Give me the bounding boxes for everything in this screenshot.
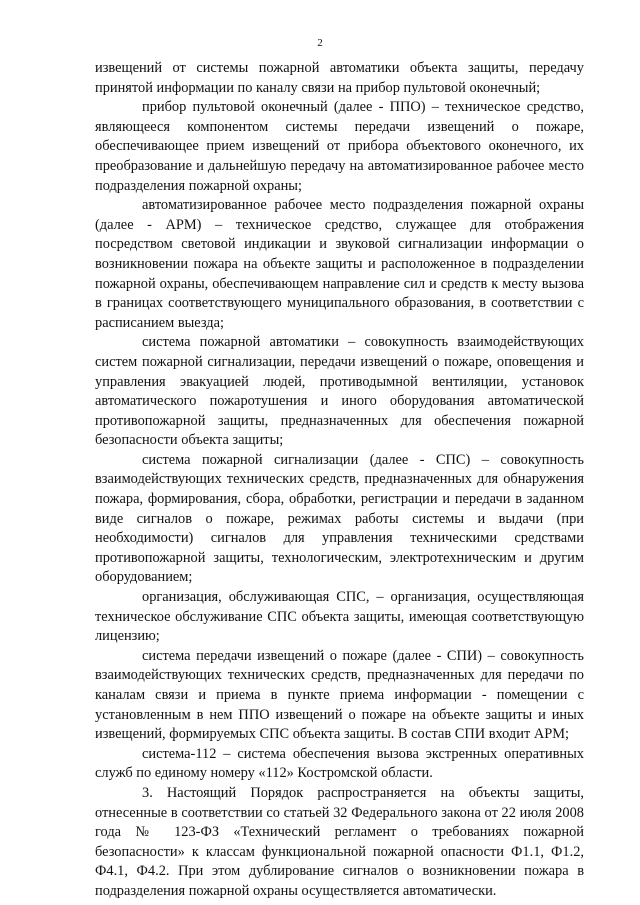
paragraph-fire-automation-definition: система пожарной автоматики – совокупность взаимодействующих систем пожарной сигнализации, передачи извещений о пожаре, оповещения и управления эвакуацией людей, противодымной вентиляции, установок автоматического пожаротушения и иного оборудования автоматической противопожарной защиты, предназначенных для обеспечения пожарной безопасности объекта защиты;: [95, 334, 584, 449]
paragraph-arm-definition: автоматизированное рабочее место подразделения пожарной охраны (далее - АРМ) – техническое средство, служащее для отображения посредством световой индикации и звуковой сигнализации информации о возникновении пожара на объекте защиты и расположенное в подразделении пожарной охраны, обеспечивающем направление сил и средств к месту вызова в границах соответствующего муниципального образования, в соответствии с расписанием выезда;: [95, 197, 584, 331]
paragraph-system-112-definition: система-112 – система обеспечения вызова экстренных оперативных служб по единому номеру «112» Костромской области.: [95, 745, 584, 782]
paragraph-ppo-definition: прибор пультовой оконечный (далее - ППО) – техническое средство, являющееся компонентом системы передачи извещений о пожаре, обеспечивающее прием извещений от прибора объектового оконечного, их преобразование и дальнейшую передачу на автоматизированное рабочее место подразделения пожарной охраны;: [95, 99, 584, 194]
body-text: [95, 59, 584, 902]
paragraph-continuation: извещений от системы пожарной автоматики объекта защиты, передачу принятой информации по каналу связи на прибор пультовой оконечный;: [95, 60, 584, 96]
paragraph-sps-definition: система пожарной сигнализации (далее - СПС) – совокупность взаимодействующих технических средств, предназначенных для обнаружения пожара, формирования, сбора, обработки, регистрации и передачи в заданном виде сигналов о пожаре, режимах работы системы и выдачи (при необходимости) сигналов для управления техническими средствами противопожарной защиты, технологическим, электротехническим и другим оборудованием;: [95, 451, 584, 586]
paragraph-clause-3: 3. Настоящий Порядок распространяется на объекты защиты, отнесенные в соответствии со статьей 32 Федерального закона от 22 июля 2008 года № 123-ФЗ «Технический регламент о требованиях пожарной безопасности» к классам функциональной пожарной опасности Ф1.1, Ф1.2, Ф4.1, Ф4.2. При этом дублирование сигналов о возникновении пожара в подразделения пожарной охраны осуществляется автоматически.: [95, 784, 584, 899]
page-number: 2: [317, 37, 323, 49]
paragraph-spi-definition: система передачи извещений о пожаре (далее - СПИ) – совокупность взаимодействующих технических средств, предназначенных для передачи по каналам связи и приема в пункте приема информации - помещении с установленным в нем ППО извещений о пожаре на объекте защиты и иных извещений, формируемых СПС объекта защиты. В состав СПИ входит АРМ;: [95, 647, 584, 743]
paragraph-service-org-definition: организация, обслуживающая СПС, – организация, осуществляющая техническое обслуживание СПС объекта защиты, имеющая соответствующую лицензию;: [95, 589, 584, 645]
